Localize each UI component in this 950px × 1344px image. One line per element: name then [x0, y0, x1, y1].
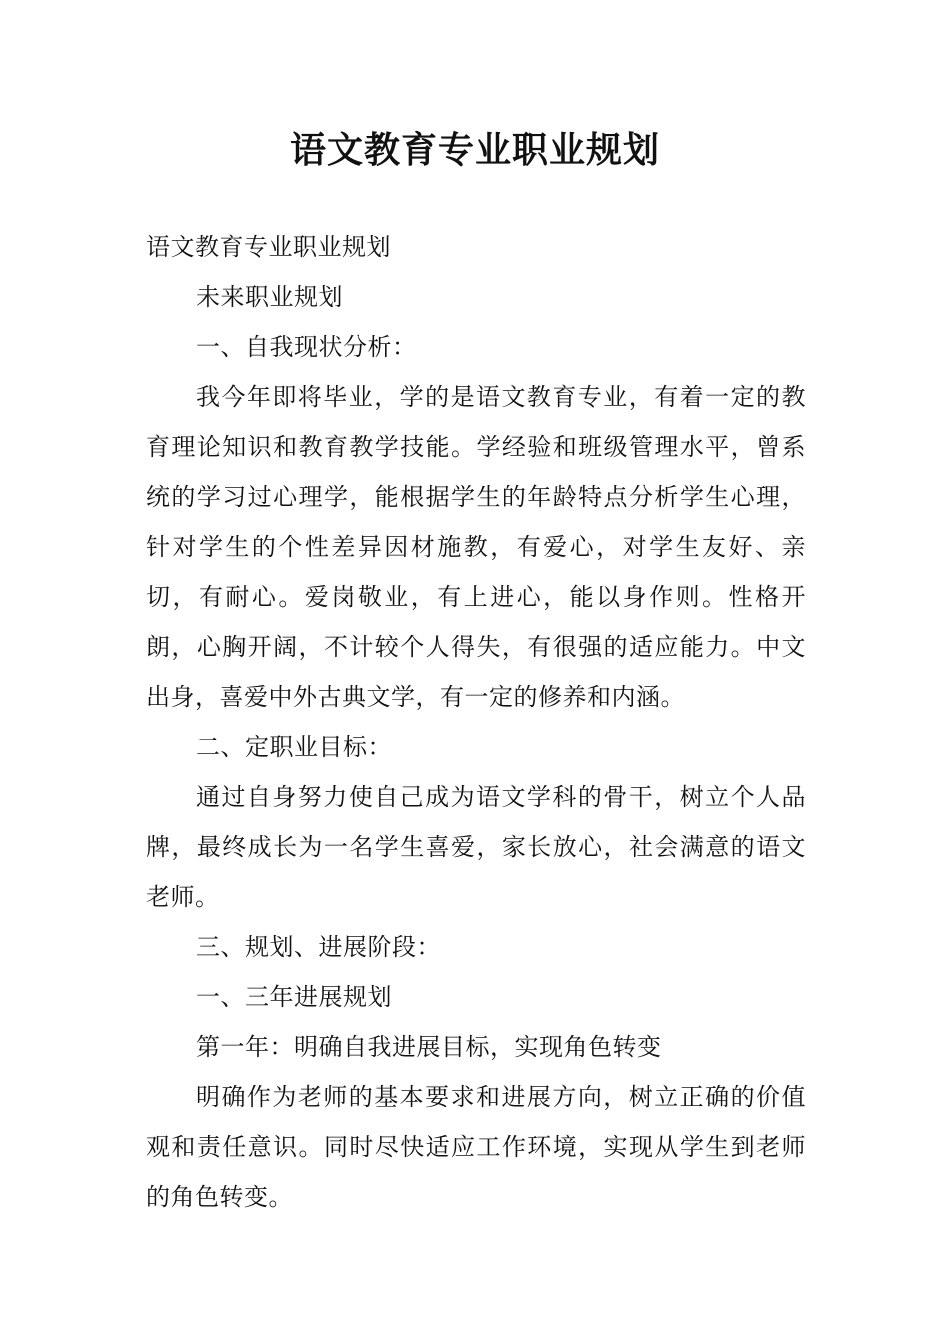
- paragraph-section-heading: 三、规划、进展阶段：: [196, 933, 441, 961]
- paragraph-year-one-heading: 第一年：明确自我进展目标，实现角色转变: [196, 1033, 662, 1061]
- paragraph-section-heading: 一、自我现状分析：: [196, 333, 417, 361]
- paragraph-subsection-heading: 一、三年进展规划: [196, 983, 392, 1011]
- paragraph-subtitle: 语文教育专业职业规划: [146, 233, 391, 261]
- document-body: [146, 222, 806, 1222]
- paragraph-self-analysis: 我今年即将毕业，学的是语文教育专业，有着一定的教育理论知识和教育教学技能。学经验和班级管理水平，曾系统的学习过心理学，能根据学生的年龄特点分析学生心理，针对学生的个性差异因材施教，有爱心，对学生友好、亲切，有耐心。爱岗敬业，有上进心，能以身作则。性格开朗，心胸开阔，不计较个人得失，有很强的适应能力。中文出身，喜爱中外古典文学，有一定的修养和内涵。: [146, 383, 806, 711]
- paragraph-year-one-detail: 明确作为老师的基本要求和进展方向，树立正确的价值观和责任意识。同时尽快适应工作环境，实现从学生到老师的角色转变。: [146, 1083, 806, 1211]
- paragraph-future-plan-heading: 未来职业规划: [196, 283, 343, 311]
- paragraph-career-goal: 通过自身努力使自己成为语文学科的骨干，树立个人品牌，最终成长为一名学生喜爱，家长放心，社会满意的语文老师。: [146, 783, 806, 911]
- document-title: 语文教育专业职业规划: [289, 129, 660, 171]
- paragraph-section-heading: 二、定职业目标：: [196, 733, 392, 761]
